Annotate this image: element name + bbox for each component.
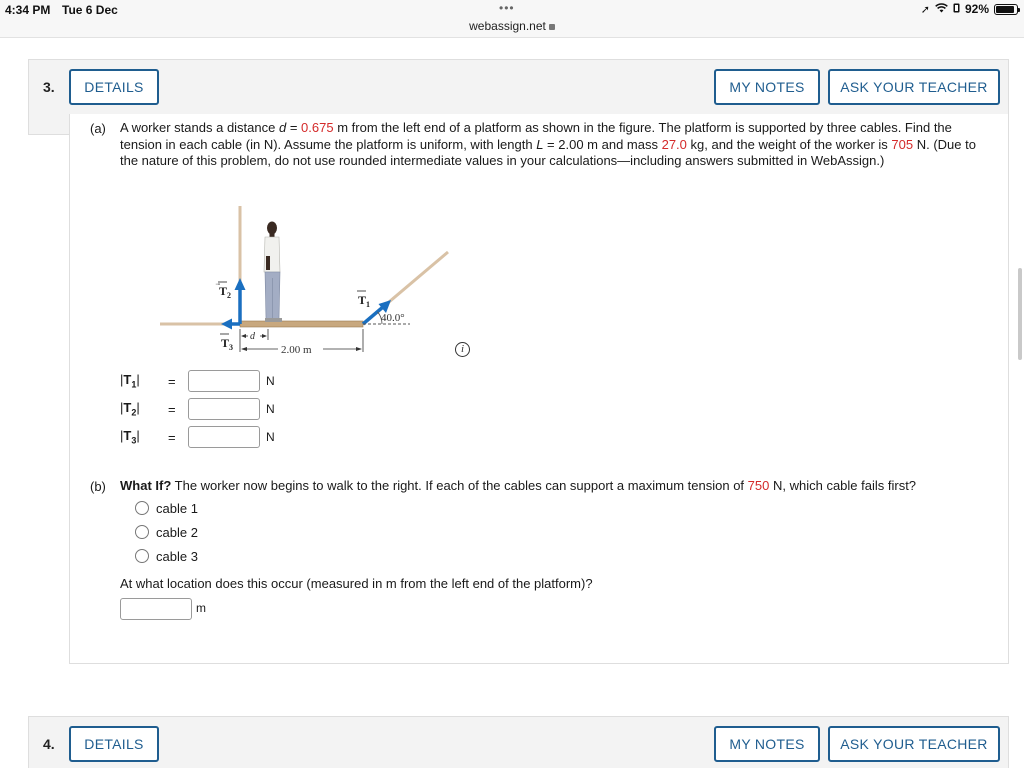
url-text: webassign.net bbox=[469, 19, 546, 33]
location-question: At what location does this occur (measured in m from the left end of the platform)? bbox=[120, 576, 593, 591]
question-number: 4. bbox=[43, 736, 55, 752]
battery-percent: 92% bbox=[964, 2, 989, 16]
part-a-label: (a) bbox=[90, 121, 106, 136]
answer-row-t1: $|T_1|$ = N bbox=[120, 370, 275, 392]
details-button[interactable]: DETAILS bbox=[69, 726, 159, 762]
location-input[interactable] bbox=[120, 598, 192, 620]
part-b-label: (b) bbox=[90, 479, 106, 494]
details-button[interactable]: DETAILS bbox=[69, 69, 159, 105]
radio-button[interactable] bbox=[135, 549, 149, 563]
status-right bbox=[921, 2, 1018, 16]
question-3-body: (a) A worker stands a distance d = 0.675 m from the left end of a platform as shown in the figure. The platform is supported by three cables. Find the tension in each cable (in N). Assume the platform is uniform, with length L = 2.00 m and mass 27.0 kg, and the weight of the worker is 705 N. (Due to the nature of this problem, do not use rounded intermediate values in your calculations—including answers submitted in WebAssign.) $T_2$ $T_1$ $T_3$ 40.0° d 2.00 m i $|T_1|$ = N $|T_2|$ = N $|T_3|$ = N (b) What If? The worker now begins to walk to the right. If each of the cables can support a maximum tension of 750 N, which cable fails first? cable 1 cable 2 cable 3 At what location does this occur (measured in m from the left end of the platform)? m bbox=[69, 114, 1009, 664]
t2-input[interactable] bbox=[188, 398, 260, 420]
address-bar[interactable] bbox=[0, 19, 1024, 33]
radio-button[interactable] bbox=[135, 525, 149, 539]
status-bar bbox=[0, 0, 1024, 38]
d-label: d bbox=[250, 331, 255, 342]
scrollbar-thumb[interactable] bbox=[1018, 268, 1022, 360]
angle-label: 40.0° bbox=[381, 312, 405, 324]
battery-saver-icon bbox=[953, 3, 960, 16]
lock-icon bbox=[549, 24, 555, 30]
location-icon: ➚ bbox=[920, 3, 930, 16]
ask-your-teacher-button[interactable]: ASK YOUR TEACHER bbox=[828, 69, 1000, 105]
t2-symbol: $|T_2|$ bbox=[120, 400, 140, 418]
t3-symbol: $|T_3|$ bbox=[120, 428, 140, 446]
length-label: 2.00 m bbox=[281, 344, 312, 356]
ask-your-teacher-button[interactable]: ASK YOUR TEACHER bbox=[828, 726, 1000, 762]
d-value: 0.675 bbox=[301, 120, 334, 135]
platform-figure bbox=[158, 206, 468, 366]
info-icon[interactable]: i bbox=[455, 342, 470, 357]
my-notes-button[interactable]: MY NOTES bbox=[714, 69, 820, 105]
radio-button[interactable] bbox=[135, 501, 149, 515]
t3-input[interactable] bbox=[188, 426, 260, 448]
status-time: 4:34 PM bbox=[5, 3, 51, 17]
question-number: 3. bbox=[43, 79, 55, 95]
option-cable-1[interactable]: cable 1 bbox=[135, 499, 198, 517]
multitasking-dots-icon[interactable]: ••• bbox=[499, 1, 515, 15]
t2-label: $T_2$ bbox=[219, 284, 232, 300]
worker-figure bbox=[264, 222, 282, 323]
option-cable-2[interactable]: cable 2 bbox=[135, 523, 198, 541]
mass-value: 27.0 bbox=[661, 136, 687, 152]
t1-symbol: $|T_1|$ bbox=[120, 372, 140, 390]
question-4-header bbox=[28, 716, 1009, 768]
part-a-text: A worker stands a distance d = 0.675 m from the left end of a platform as shown in the figure. The platform is supported by three cables. Find the tension in each cable (in N). Assume the platform is uniform, with length L = 2.00 m and mass 27.0 kg, and the weight of the worker is 705 N. (Due to the nature of this problem, do not use rounded intermediate values in your calculations—including answers submitted in WebAssign.) bbox=[120, 120, 976, 168]
my-notes-button[interactable]: MY NOTES bbox=[714, 726, 820, 762]
t1-input[interactable] bbox=[188, 370, 260, 392]
battery-icon bbox=[994, 4, 1018, 15]
platform bbox=[240, 321, 363, 327]
t1-label: $T_1$ bbox=[358, 293, 371, 309]
weight-value: 705 bbox=[891, 136, 914, 152]
t3-label: $T_3$ bbox=[221, 336, 234, 352]
option-cable-3[interactable]: cable 3 bbox=[135, 547, 198, 565]
battery-fill bbox=[996, 6, 1014, 13]
status-date: Tue 6 Dec bbox=[62, 3, 118, 17]
answer-row-t3: $|T_3|$ = N bbox=[120, 426, 275, 448]
max-tension-value: 750 bbox=[747, 478, 770, 493]
part-b-text: What If? The worker now begins to walk to the right. If each of the cables can support a maximum tension of 750 N, which cable fails first? bbox=[120, 478, 917, 493]
wifi-icon bbox=[935, 3, 948, 16]
answer-row-t2: $|T_2|$ = N bbox=[120, 398, 275, 420]
